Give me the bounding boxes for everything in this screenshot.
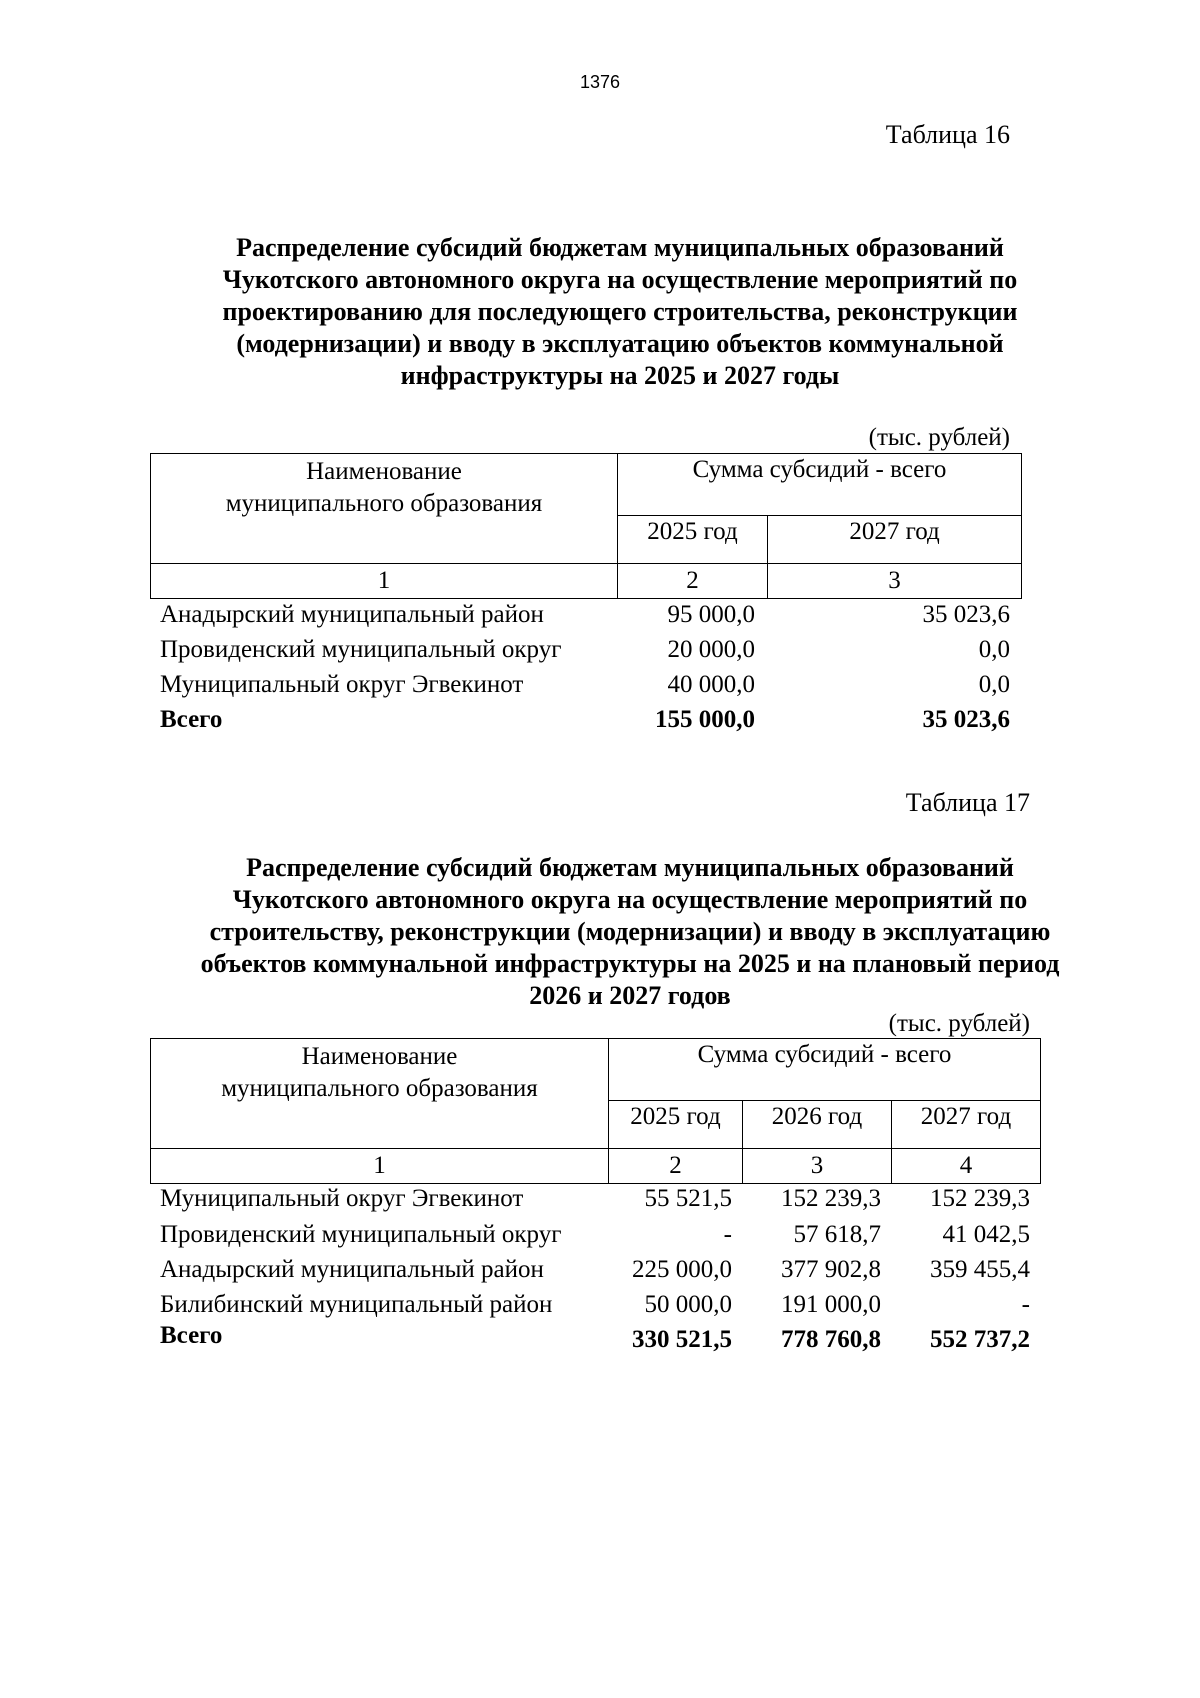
header-sum-cell: Сумма субсидий - всего (618, 454, 1022, 516)
header-year-2026: 2026 год (743, 1101, 892, 1149)
header-year-2027: 2027 год (892, 1101, 1041, 1149)
col-number-1: 1 (151, 1149, 609, 1184)
title-line: 2026 и 2027 годов (529, 981, 731, 1010)
row-name: Муниципальный округ Эгвекинот (160, 1185, 524, 1212)
table-17-header (150, 1038, 1041, 1184)
total-value-2027: 35 023,6 (922, 706, 1010, 733)
row-value-2026: 191 000,0 (781, 1291, 881, 1318)
row-value-2026: 57 618,7 (793, 1221, 881, 1248)
title-line: проектированию для последующего строительства, реконструкции (222, 297, 1018, 326)
row-value-2025: 225 000,0 (632, 1256, 732, 1283)
total-value-2025: 155 000,0 (655, 706, 755, 733)
header-name-line2: муниципального образования (225, 490, 543, 517)
total-value-2026: 778 760,8 (781, 1326, 881, 1353)
table-row (150, 667, 1021, 703)
total-value-2025: 330 521,5 (632, 1326, 732, 1353)
table-17-title (140, 852, 1120, 1012)
row-value-2027: - (1021, 1291, 1030, 1318)
row-value-2027: 0,0 (978, 636, 1010, 663)
table-row (150, 1181, 1040, 1217)
table-row (150, 1252, 1040, 1288)
table-16-units: (тыс. рублей) (868, 424, 1010, 451)
header-year-2025: 2025 год (618, 516, 768, 564)
header-name-line2: муниципального образования (221, 1075, 538, 1102)
row-value-2025: 95 000,0 (667, 601, 755, 628)
row-name: Провиденский муниципальный округ (160, 636, 562, 663)
table-total-row (150, 702, 1021, 738)
row-value-2027: 41 042,5 (942, 1221, 1030, 1248)
table-16-body (150, 597, 1021, 747)
row-value-2027: 35 023,6 (922, 601, 1010, 628)
page-number: 1376 (579, 72, 621, 92)
col-number-2: 2 (609, 1149, 743, 1184)
row-value-2027: 0,0 (978, 671, 1010, 698)
total-value-2027: 552 737,2 (930, 1326, 1030, 1353)
row-value-2025: 55 521,5 (644, 1185, 732, 1212)
table-row (150, 1217, 1040, 1253)
title-line: строительству, реконструкции (модернизации) и вводу в эксплуатацию (209, 917, 1051, 946)
header-name-cell (151, 1039, 609, 1149)
title-line: Распределение субсидий бюджетам муниципальных образований (236, 233, 1004, 262)
table-row (150, 632, 1021, 668)
header-name-line1: Наименование (301, 1043, 458, 1070)
table-row (150, 1287, 1040, 1323)
header-year-2027: 2027 год (768, 516, 1022, 564)
row-value-2026: 152 239,3 (781, 1185, 881, 1212)
title-line: (модернизации) и вводу в эксплуатацию объектов коммунальной (236, 329, 1004, 358)
table-17-units: (тыс. рублей) (888, 1010, 1030, 1037)
row-name: Билибинский муниципальный район (160, 1291, 553, 1318)
title-line: инфраструктуры на 2025 и 2027 годы (400, 361, 840, 390)
row-name: Анадырский муниципальный район (160, 1256, 544, 1283)
row-value-2026: 377 902,8 (781, 1256, 881, 1283)
row-value-2027: 359 455,4 (930, 1256, 1030, 1283)
header-name-cell (151, 454, 618, 564)
title-line: Распределение субсидий бюджетам муниципальных образований (246, 853, 1014, 882)
col-number-2: 2 (618, 564, 768, 599)
table-16-label: Таблица 16 (885, 120, 1010, 149)
row-value-2027: 152 239,3 (930, 1185, 1030, 1212)
row-value-2025: - (723, 1221, 732, 1248)
row-name: Муниципальный округ Эгвекинот (160, 671, 524, 698)
col-number-3: 3 (768, 564, 1022, 599)
total-label: Всего (160, 1322, 223, 1349)
table-16-header (150, 453, 1022, 599)
row-name: Провиденский муниципальный округ (160, 1221, 562, 1248)
total-label: Всего (160, 706, 223, 733)
col-number-1: 1 (151, 564, 618, 599)
row-name: Анадырский муниципальный район (160, 601, 544, 628)
header-name-line1: Наименование (306, 458, 462, 485)
title-line: Чукотского автономного округа на осуществление мероприятий по (222, 265, 1018, 294)
row-value-2025: 50 000,0 (644, 1291, 732, 1318)
row-value-2025: 40 000,0 (667, 671, 755, 698)
col-number-4: 4 (892, 1149, 1041, 1184)
table-total-row (150, 1322, 1040, 1358)
title-line: объектов коммунальной инфраструктуры на 2025 и на плановый период (200, 949, 1060, 978)
col-number-3: 3 (743, 1149, 892, 1184)
row-value-2025: 20 000,0 (667, 636, 755, 663)
table-17-body (150, 1181, 1040, 1366)
header-year-2025: 2025 год (609, 1101, 743, 1149)
table-row (150, 597, 1021, 633)
header-sum-cell: Сумма субсидий - всего (609, 1039, 1041, 1101)
title-line: Чукотского автономного округа на осуществление мероприятий по (232, 885, 1028, 914)
table-17-label: Таблица 17 (905, 788, 1030, 817)
table-16-title (150, 232, 1090, 392)
